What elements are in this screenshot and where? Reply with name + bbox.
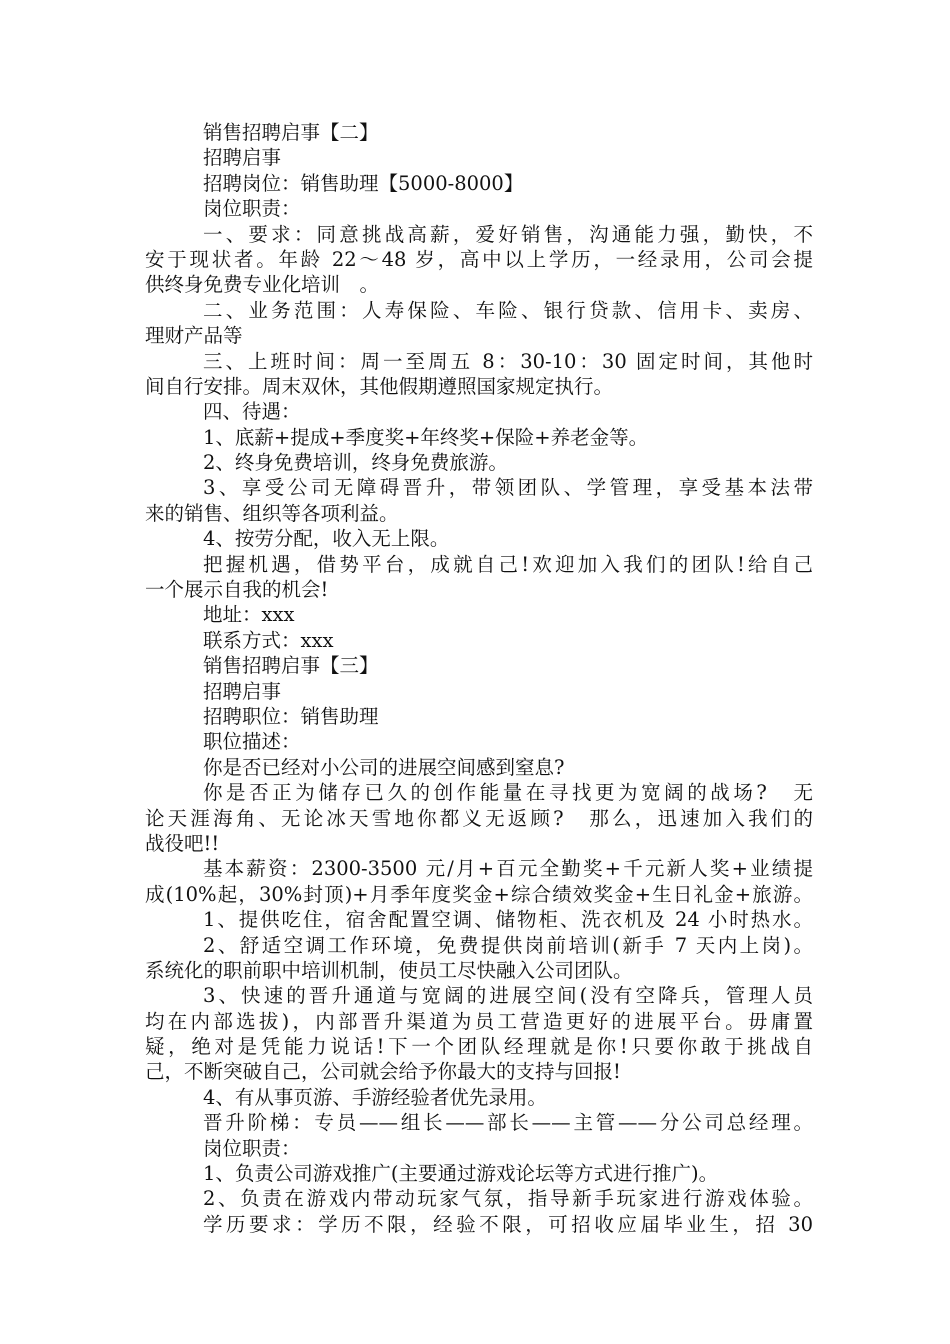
text-line: 你是否已经对小公司的进展空间感到窒息? — [203, 755, 565, 779]
text-line: 2、负责在游戏内带动玩家气氛，指导新手玩家进行游戏体验。 — [203, 1187, 813, 1211]
text-line: 安于现状者。年龄 22～48 岁，高中以上学历，一经录用，公司会提 — [145, 247, 813, 271]
text-line: 1、负责公司游戏推广(主要通过游戏论坛等方式进行推广)。 — [203, 1162, 719, 1186]
text-line: 理财产品等 — [145, 324, 243, 348]
text-line: 一个展示自我的机会! — [145, 578, 329, 602]
text-line: 招聘岗位：销售助理【5000-8000】 — [203, 171, 524, 195]
text-line: 招聘启事 — [203, 146, 282, 170]
text-line: 地址：xxx — [203, 603, 295, 627]
text-line: 疑，绝对是凭能力说话!下一个团队经理就是你!只要你敢于挑战自 — [145, 1035, 813, 1059]
text-line: 二、业务范围：人寿保险、车险、银行贷款、信用卡、卖房、 — [203, 298, 813, 322]
text-line: 2、舒适空调工作环境，免费提供岗前培训(新手 7 天内上岗)。 — [203, 933, 813, 957]
text-line: 学历要求：学历不限，经验不限，可招收应届毕业生，招 30 — [203, 1212, 813, 1236]
text-line: 2、终身免费培训，终身免费旅游。 — [203, 451, 508, 475]
text-line: 来的销售、组织等各项利益。 — [145, 501, 399, 525]
text-line: 你是否正为储存已久的创作能量在寻找更为宽阔的战场? 无 — [203, 781, 813, 805]
text-line: 4、有从事页游、手游经验者优先录用。 — [203, 1085, 547, 1109]
text-line: 招聘启事 — [203, 679, 282, 703]
text-line: 3、享受公司无障碍晋升，带领团队、学管理，享受基本法带 — [203, 476, 813, 500]
text-line: 己，不断突破自己，公司就会给予你最大的支持与回报! — [145, 1060, 621, 1084]
text-line: 战役吧!! — [145, 831, 220, 855]
text-line: 销售招聘启事【三】 — [203, 654, 379, 678]
text-line: 一、要求：同意挑战高薪，爱好销售，沟通能力强，勤快，不 — [203, 222, 813, 246]
text-line: 3、快速的晋升通道与宽阔的进展空间(没有空降兵，管理人员 — [203, 984, 813, 1008]
text-line: 联系方式：xxx — [203, 628, 334, 652]
text-line: 1、底薪+提成+季度奖+年终奖+保险+养老金等。 — [203, 425, 649, 449]
document-body — [145, 120, 813, 1237]
text-line: 间自行安排。周末双休，其他假期遵照国家规定执行。 — [145, 374, 614, 398]
text-line: 1、提供吃住，宿舍配置空调、储物柜、洗衣机及 24 小时热水。 — [203, 908, 813, 932]
text-line: 论天涯海角、无论冰天雪地你都义无返顾? 那么，迅速加入我们的 — [145, 806, 813, 830]
text-line: 岗位职责： — [203, 1136, 301, 1160]
text-line: 供终身免费专业化培训 。 — [145, 273, 380, 297]
text-line: 晋升阶梯：专员——组长——部长——主管——分公司总经理。 — [203, 1111, 813, 1135]
text-line: 四、待遇： — [203, 400, 301, 424]
text-line: 职位描述： — [203, 730, 301, 754]
text-line: 4、按劳分配，收入无上限。 — [203, 527, 450, 551]
text-line: 均在内部选拔)，内部晋升渠道为员工营造更好的进展平台。毋庸置 — [145, 1009, 813, 1033]
text-line: 三、上班时间：周一至周五 8：30-10：30 固定时间，其他时 — [203, 349, 813, 373]
text-line: 成(10%起，30%封顶)+月季年度奖金+综合绩效奖金+生日礼金+旅游。 — [145, 882, 813, 906]
text-line: 基本薪资：2300-3500 元/月+百元全勤奖+千元新人奖+业绩提 — [203, 857, 813, 881]
text-line: 把握机遇，借势平台，成就自己!欢迎加入我们的团队!给自己 — [203, 552, 813, 576]
text-line: 销售招聘启事【二】 — [203, 121, 379, 144]
text-line: 岗位职责： — [203, 197, 301, 221]
text-line: 招聘职位：销售助理 — [203, 704, 379, 728]
text-line: 系统化的职前职中培训机制，使员工尽快融入公司团队。 — [145, 958, 633, 982]
